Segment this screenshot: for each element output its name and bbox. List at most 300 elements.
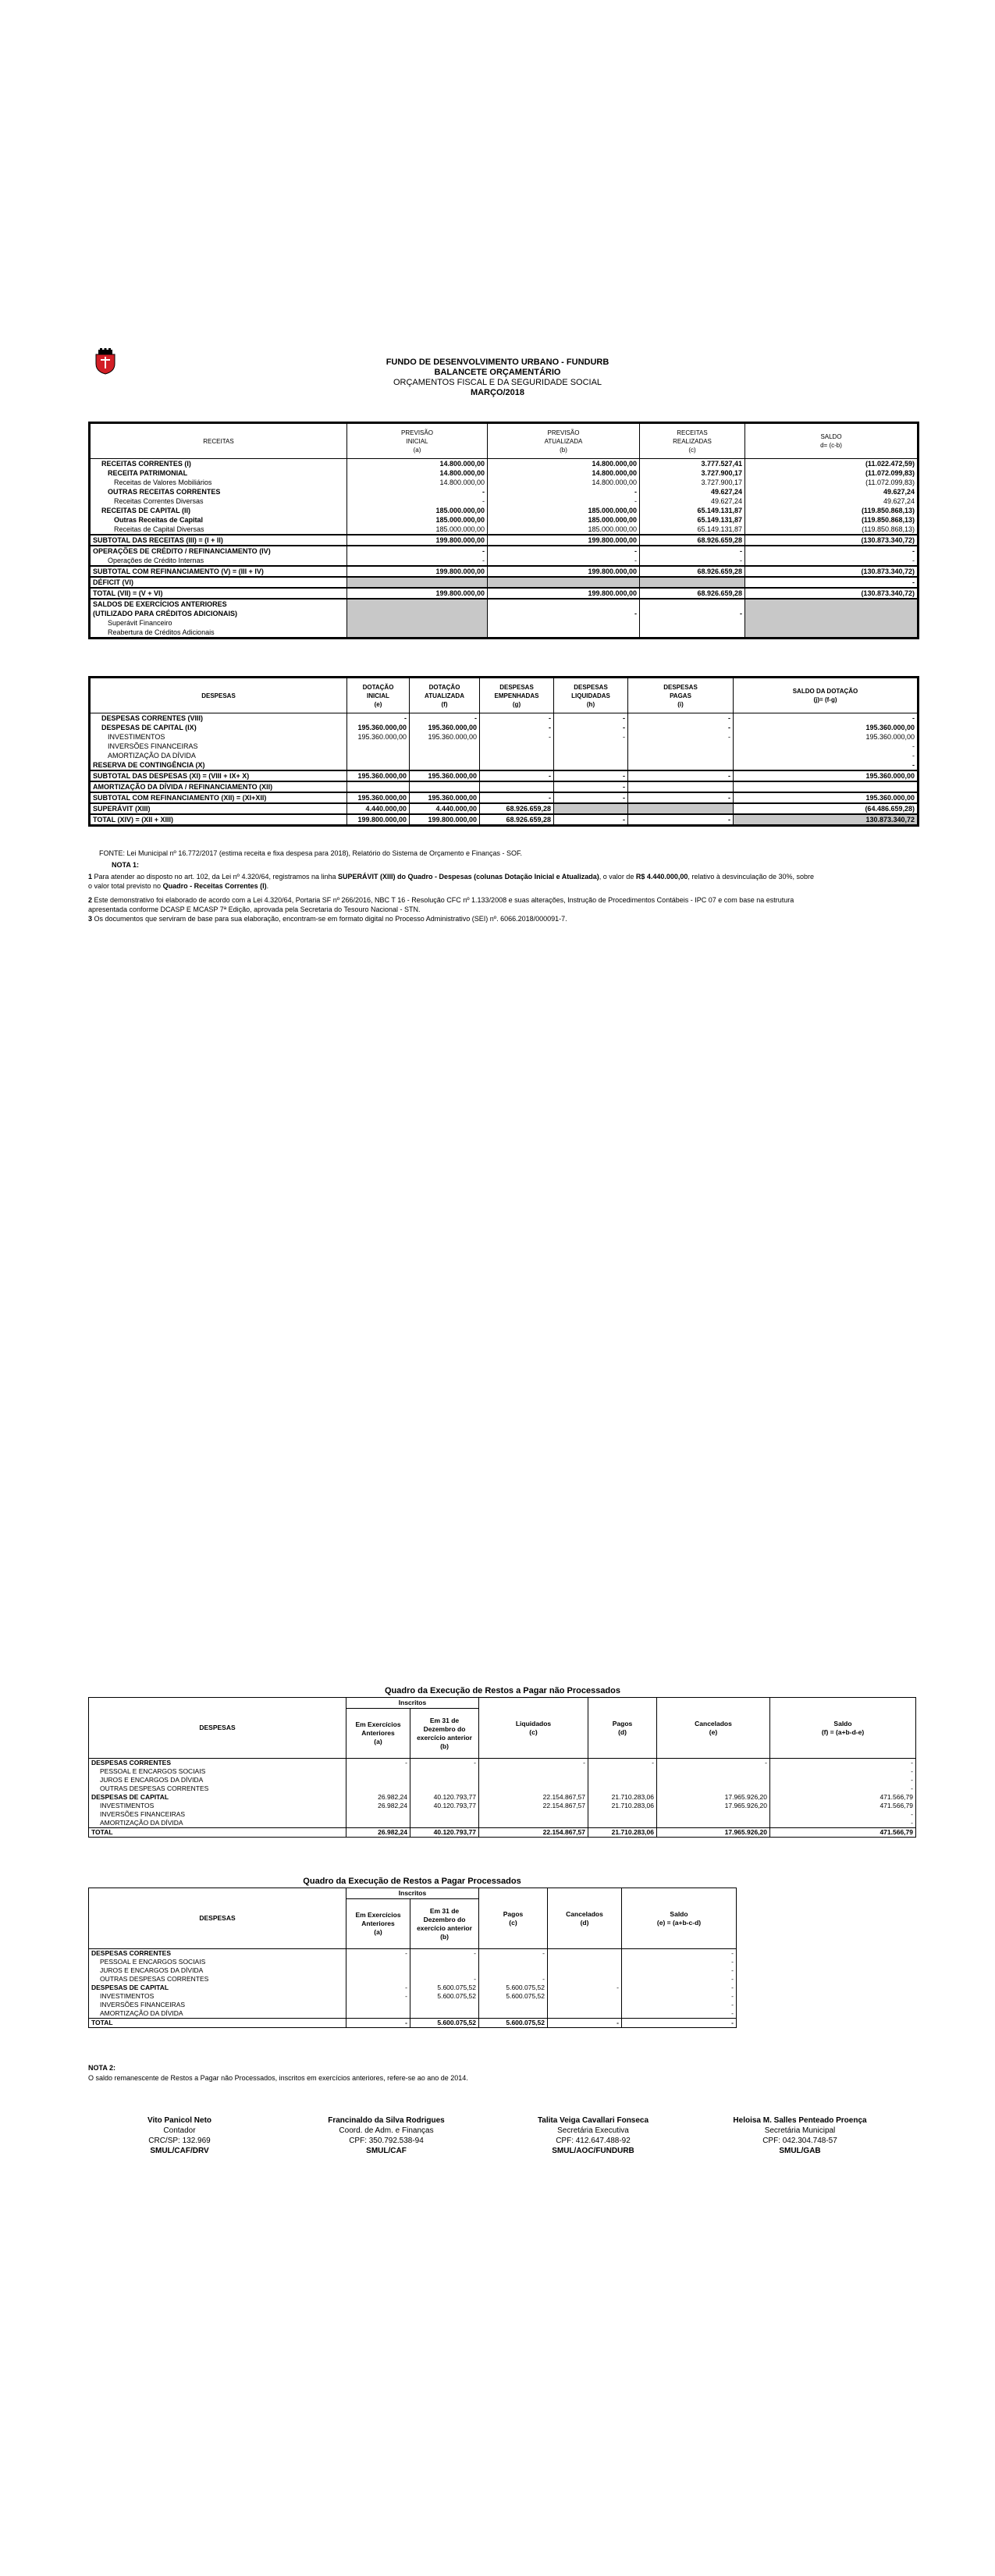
cell-f: 195.360.000,00 — [410, 723, 480, 732]
header-dotacao-inicial: DOTAÇÃO INICIAL (e) — [347, 678, 410, 713]
cell-i: - — [628, 792, 734, 803]
receitas-row — [90, 525, 919, 535]
row-label: RECEITA PATRIMONIAL — [108, 469, 188, 477]
cell-a: 14.800.000,00 — [347, 478, 488, 487]
rpp-row — [89, 1984, 737, 1992]
cell-d: (11.072.099,83) — [745, 468, 919, 478]
cell-c — [479, 2001, 548, 2009]
cell-c: 22.154.867,57 — [479, 1793, 588, 1802]
cell-d — [548, 1966, 622, 1975]
cell-d: 21.710.283,06 — [588, 1802, 657, 1810]
cell-b — [410, 1810, 479, 1819]
total-label: TOTAL — [89, 1828, 346, 1838]
row-label: DÉFICIT (VI) — [90, 577, 347, 588]
cell-e: - — [622, 1949, 737, 1959]
row-label: SUBTOTAL COM REFINANCIAMENTO (XII) = (XI+XII) — [90, 792, 347, 803]
rpp-header-despesas: DESPESAS — [89, 1888, 346, 1949]
cell-b — [410, 1966, 479, 1975]
cell-a: - — [346, 1992, 410, 2001]
cell-b: 5.600.075,52 — [410, 1992, 479, 2001]
cell-d: (11.072.099,83) — [745, 478, 919, 487]
row-label: DESPESAS DE CAPITAL (IX) — [101, 724, 197, 731]
cell-h: - — [554, 792, 628, 803]
cell-i: - — [628, 814, 734, 826]
cell-j: 195.360.000,00 — [734, 723, 919, 732]
rpnp-table — [88, 1697, 916, 1838]
cell-e — [657, 1776, 770, 1784]
cell-e: 17.965.926,20 — [657, 1802, 770, 1810]
cell-a: 185.000.000,00 — [347, 525, 488, 535]
cell-f: 195.360.000,00 — [410, 770, 480, 781]
despesas-row — [90, 814, 919, 826]
despesas-row — [90, 792, 919, 803]
notes-section — [88, 849, 917, 923]
receitas-row — [90, 478, 919, 487]
total-label: TOTAL — [89, 2019, 346, 2028]
total-b: 40.120.793,77 — [410, 1828, 479, 1838]
cell-g — [480, 742, 554, 751]
cell-b — [410, 1776, 479, 1784]
cell-d: 21.710.283,06 — [588, 1793, 657, 1802]
cell-c: - — [479, 1975, 548, 1984]
cell-e: 195.360.000,00 — [347, 723, 410, 732]
cell-j: 195.360.000,00 — [734, 770, 919, 781]
cell-b — [410, 1784, 479, 1793]
total-e: 17.965.926,20 — [657, 1828, 770, 1838]
cell-d — [588, 1776, 657, 1784]
row-label: PESSOAL E ENCARGOS SOCIAIS — [100, 1958, 206, 1966]
cell-a: - — [347, 487, 488, 496]
rpnp-header-31-dezembro: Em 31 de Dezembro do exercício anterior (b) — [410, 1709, 479, 1759]
receitas-row — [90, 566, 919, 577]
header-despesas-empenhadas: DESPESAS EMPENHADAS (g) — [480, 678, 554, 713]
cell-j — [734, 781, 919, 792]
rpp-header-exercicios-anteriores: Em Exercícios Anteriores (a) — [346, 1899, 410, 1949]
cell-b — [410, 2009, 479, 2019]
row-label: TOTAL (XIV) = (XII + XIII) — [90, 814, 347, 826]
cell-c: 65.149.131,87 — [640, 515, 745, 525]
rpp-total-row — [89, 2019, 737, 2028]
cell-d — [745, 628, 919, 639]
cell-e: - — [622, 1958, 737, 1966]
cell-b: 185.000.000,00 — [488, 525, 640, 535]
row-label: AMORTIZAÇÃO DA DÍVIDA — [108, 752, 196, 760]
cell-b: - — [488, 546, 640, 556]
cell-e — [657, 1767, 770, 1776]
cell-a — [346, 1767, 410, 1776]
cell-i: - — [628, 713, 734, 724]
cell-c: - — [640, 546, 745, 556]
cell-d: (130.873.340,72) — [745, 566, 919, 577]
header-despesas-liquidadas: DESPESAS LIQUIDADAS (h) — [554, 678, 628, 713]
cell-c: 68.926.659,28 — [640, 566, 745, 577]
cell-e: 4.440.000,00 — [347, 803, 410, 814]
cell-a: 26.982,24 — [346, 1802, 410, 1810]
cell-a — [346, 2009, 410, 2019]
cell-c: - — [479, 1949, 548, 1959]
cell-e: - — [347, 713, 410, 724]
cell-a: - — [346, 1949, 410, 1959]
receitas-row — [90, 556, 919, 566]
receitas-row — [90, 535, 919, 546]
row-label: JUROS E ENCARGOS DA DÍVIDA — [100, 1776, 204, 1784]
header-previsao-atualizada: PREVISÃO ATUALIZADA (b) — [488, 423, 640, 459]
cell-h — [554, 742, 628, 751]
cell-b: 185.000.000,00 — [488, 515, 640, 525]
cell-c — [479, 1767, 588, 1776]
despesas-row — [90, 781, 919, 792]
cell-a: 14.800.000,00 — [347, 459, 488, 469]
cell-e: 17.965.926,20 — [657, 1793, 770, 1802]
nota2-text: O saldo remanescente de Restos a Pagar não Processados, inscritos em exercícios anteriores, refere-se ao ano de 2014. — [88, 2074, 468, 2082]
cell-b — [410, 1958, 479, 1966]
cell-e: - — [622, 1975, 737, 1984]
cell-e — [347, 751, 410, 760]
receitas-row — [90, 618, 919, 628]
receitas-row — [90, 459, 919, 469]
cell-b: - — [488, 496, 640, 506]
cell-c: 49.627,24 — [640, 496, 745, 506]
rpnp-row — [89, 1776, 916, 1784]
total-a: - — [346, 2019, 410, 2028]
cell-c — [640, 628, 745, 639]
row-label: DESPESAS CORRENTES (VIII) — [101, 714, 204, 722]
row-label: SUBTOTAL DAS RECEITAS (III) = (I + II) — [90, 535, 347, 546]
cell-i: - — [628, 732, 734, 742]
cell-f: 195.360.000,00 — [410, 792, 480, 803]
cell-b: - — [410, 1759, 479, 1768]
rpnp-header-inscritos: Inscritos — [346, 1698, 479, 1709]
despesas-row — [90, 723, 919, 732]
cell-c: 22.154.867,57 — [479, 1802, 588, 1810]
receitas-row — [90, 546, 919, 556]
cell-c: 5.600.075,52 — [479, 1984, 548, 1992]
cell-a: 14.800.000,00 — [347, 468, 488, 478]
cell-f: - — [770, 1776, 916, 1784]
cell-d — [548, 1958, 622, 1966]
cell-c: 3.777.527,41 — [640, 459, 745, 469]
despesas-row — [90, 770, 919, 781]
cell-a: 185.000.000,00 — [347, 515, 488, 525]
cell-b — [410, 1767, 479, 1776]
header-despesas: DESPESAS — [90, 678, 347, 713]
report-title: FUNDO DE DESENVOLVIMENTO URBANO - FUNDURB — [386, 358, 609, 367]
cell-d — [745, 599, 919, 609]
row-label: INVESTIMENTOS — [100, 1992, 155, 2000]
cell-d — [745, 618, 919, 628]
cell-g: 68.926.659,28 — [480, 814, 554, 826]
cell-j: 195.360.000,00 — [734, 792, 919, 803]
cell-b — [488, 628, 640, 639]
row-label: Operações de Crédito Internas — [108, 557, 204, 564]
cell-d: (119.850.868,13) — [745, 525, 919, 535]
cell-c: 3.727.900,17 — [640, 478, 745, 487]
header-previsao-inicial: PREVISÃO INICIAL (a) — [347, 423, 488, 459]
cell-c: - — [640, 609, 745, 618]
signature-block: Francinaldo da Silva Rodrigues Coord. de Adm. e Finanças CPF: 350.792.538-94 SMUL/CAF — [328, 2116, 445, 2155]
cell-a — [347, 609, 488, 618]
rpp-row — [89, 2001, 737, 2009]
row-label: OPERAÇÕES DE CRÉDITO / REFINANCIAMENTO (IV) — [90, 546, 347, 556]
cell-i — [628, 803, 734, 814]
cell-a: 199.800.000,00 — [347, 566, 488, 577]
cell-d: - — [745, 556, 919, 566]
row-label: Outras Receitas de Capital — [114, 516, 204, 524]
receitas-row — [90, 628, 919, 639]
row-label: SUBTOTAL DAS DESPESAS (XI) = (VIII + IX+ X) — [90, 770, 347, 781]
rpnp-total-row — [89, 1828, 916, 1838]
rpp-header-saldo: Saldo (e) = (a+b-c-d) — [622, 1888, 737, 1949]
row-label: (UTILIZADO PARA CRÉDITOS ADICIONAIS) — [93, 610, 237, 617]
report-header — [0, 358, 995, 398]
receitas-row — [90, 468, 919, 478]
rpp-row — [89, 1949, 737, 1959]
cell-c: 49.627,24 — [640, 487, 745, 496]
rpnp-header-cancelados: Cancelados (e) — [657, 1698, 770, 1759]
cell-b: 199.800.000,00 — [488, 588, 640, 599]
cell-a — [347, 628, 488, 639]
cell-d — [588, 1810, 657, 1819]
cell-b: 14.800.000,00 — [488, 478, 640, 487]
cell-a: - — [347, 556, 488, 566]
rpp-title: Quadro da Execução de Restos a Pagar Processados — [303, 1877, 521, 1886]
cell-d: (119.850.868,13) — [745, 515, 919, 525]
despesas-row — [90, 713, 919, 724]
cell-j: - — [734, 760, 919, 770]
row-label: DESPESAS CORRENTES — [91, 1949, 172, 1957]
cell-f — [410, 781, 480, 792]
cell-g: - — [480, 792, 554, 803]
despesas-table — [88, 676, 919, 827]
row-label: OUTRAS DESPESAS CORRENTES — [100, 1784, 209, 1792]
cell-i: - — [628, 723, 734, 732]
receitas-table — [88, 422, 919, 639]
row-label: TOTAL (VII) = (V + VI) — [90, 588, 347, 599]
row-label: SUBTOTAL COM REFINANCIAMENTO (V) = (III + IV) — [90, 566, 347, 577]
total-b: 5.600.075,52 — [410, 2019, 479, 2028]
cell-b: - — [410, 1975, 479, 1984]
cell-j: 195.360.000,00 — [734, 732, 919, 742]
cell-c — [479, 1958, 548, 1966]
rpp-header-cancelados: Cancelados (d) — [548, 1888, 622, 1949]
cell-a — [346, 1784, 410, 1793]
rpnp-row — [89, 1793, 916, 1802]
cell-d — [588, 1767, 657, 1776]
report-scope: ORÇAMENTOS FISCAL E DA SEGURIDADE SOCIAL — [393, 378, 602, 387]
despesas-row — [90, 732, 919, 742]
cell-a — [346, 1810, 410, 1819]
cell-g: - — [480, 732, 554, 742]
despesas-row — [90, 742, 919, 751]
cell-a: 185.000.000,00 — [347, 506, 488, 515]
nota2-text: 2 Este demonstrativo foi elaborado de acordo com a Lei 4.320/64, Portaria SF nº 266/2016, NBC T 16 - Resolução CFC nº 1.133/2008 e suas alterações, Instrução de Procedimentos Contábeis - IPC 07 e com base na estrutura apresentada conforme DCASP E MCASP 7ª Edição, aprovada pela Secretaria do Tesouro Nacional - STN. — [88, 896, 794, 913]
cell-j: - — [734, 742, 919, 751]
cell-d: - — [745, 546, 919, 556]
cell-a — [346, 1819, 410, 1828]
cell-d: (11.022.472,59) — [745, 459, 919, 469]
cell-f — [410, 751, 480, 760]
rpp-row — [89, 1992, 737, 2001]
total-c: 22.154.867,57 — [479, 1828, 588, 1838]
row-label: AMORTIZAÇÃO DA DÍVIDA — [100, 1819, 183, 1827]
despesas-row — [90, 751, 919, 760]
receitas-row — [90, 588, 919, 599]
cell-b: - — [410, 1949, 479, 1959]
row-label: INVERSÕES FINANCEIRAS — [100, 2001, 186, 2008]
cell-i — [628, 760, 734, 770]
header-receitas-realizadas: RECEITAS REALIZADAS (c) — [640, 423, 745, 459]
rpnp-row — [89, 1784, 916, 1793]
cell-c — [640, 577, 745, 588]
cell-i — [628, 781, 734, 792]
cell-j: - — [734, 751, 919, 760]
rpnp-row — [89, 1767, 916, 1776]
cell-a — [346, 1958, 410, 1966]
receitas-row — [90, 515, 919, 525]
cell-c: 68.926.659,28 — [640, 535, 745, 546]
cell-c — [640, 618, 745, 628]
cell-f: 4.440.000,00 — [410, 803, 480, 814]
cell-e — [347, 742, 410, 751]
rpp-row — [89, 1958, 737, 1966]
cell-e — [657, 1819, 770, 1828]
cell-f: - — [770, 1819, 916, 1828]
row-label: OUTRAS DESPESAS CORRENTES — [100, 1975, 209, 1983]
cell-i — [628, 751, 734, 760]
cell-b: 199.800.000,00 — [488, 535, 640, 546]
rpnp-row — [89, 1759, 916, 1768]
row-label: RESERVA DE CONTINGÊNCIA (X) — [93, 761, 205, 769]
nota1-text: 1 Para atender ao disposto no art. 102, da Lei nº 4.320/64, registramos na linha SUPERÁVIT (XIII) do Quadro - Despesas (colunas Dotação Inicial e Atualizada), o valor de R$ 4.440.000,00, relativo à desvinculação de 30%, sobre o valor total previsto no Quadro - Receitas Correntes (I). — [88, 873, 815, 890]
cell-a: 26.982,24 — [346, 1793, 410, 1802]
cell-g: - — [480, 723, 554, 732]
header-despesas-pagas: DESPESAS PAGAS (i) — [628, 678, 734, 713]
cell-b — [488, 577, 640, 588]
cell-a: - — [346, 1759, 410, 1768]
cell-c — [479, 1810, 588, 1819]
cell-d — [548, 1975, 622, 1984]
cell-h: - — [554, 723, 628, 732]
receitas-row — [90, 577, 919, 588]
row-label: AMORTIZAÇÃO DA DÍVIDA / REFINANCIAMENTO (XII) — [90, 781, 347, 792]
row-label: Receitas de Valores Mobiliários — [114, 479, 212, 486]
cell-i — [628, 742, 734, 751]
receitas-row — [90, 506, 919, 515]
cell-b: - — [488, 487, 640, 496]
cell-f — [410, 760, 480, 770]
header-receitas: RECEITAS — [90, 423, 347, 459]
rpp-header-inscritos: Inscritos — [346, 1888, 479, 1899]
cell-f: 195.360.000,00 — [410, 732, 480, 742]
report-subtitle: BALANCETE ORÇAMENTÁRIO — [434, 368, 561, 377]
cell-d — [548, 2001, 622, 2009]
cell-a — [347, 577, 488, 588]
row-label: INVERSÕES FINANCEIRAS — [108, 742, 198, 750]
total-e: - — [622, 2019, 737, 2028]
cell-b — [410, 1819, 479, 1828]
cell-c — [479, 1819, 588, 1828]
receitas-row — [90, 599, 919, 609]
signature-block: Vito Panicol Neto Contador CRC/SP: 132.969 SMUL/CAF/DRV — [147, 2116, 212, 2155]
rpp-row — [89, 1975, 737, 1984]
cell-d: - — [548, 1984, 622, 1992]
cell-e — [347, 781, 410, 792]
cell-g: - — [480, 713, 554, 724]
cell-j: 130.873.340,72 — [734, 814, 919, 826]
cell-d — [548, 1992, 622, 2001]
header-dotacao-atualizada: DOTAÇÃO ATUALIZADA (f) — [410, 678, 480, 713]
row-label: DESPESAS DE CAPITAL — [91, 1984, 169, 1991]
cell-j: (64.486.659,28) — [734, 803, 919, 814]
cell-h — [554, 803, 628, 814]
cell-h: - — [554, 732, 628, 742]
cell-e: - — [622, 1966, 737, 1975]
rpp-row — [89, 2009, 737, 2019]
cell-c — [479, 1776, 588, 1784]
cell-e: - — [622, 1992, 737, 2001]
cell-f — [410, 742, 480, 751]
cell-e — [657, 1810, 770, 1819]
cell-b: 40.120.793,77 — [410, 1793, 479, 1802]
cell-b: - — [488, 609, 640, 618]
cell-e: 195.360.000,00 — [347, 770, 410, 781]
cell-h: - — [554, 814, 628, 826]
cell-e — [657, 1784, 770, 1793]
nota1-title: NOTA 1: — [112, 861, 139, 869]
row-label: RECEITAS DE CAPITAL (II) — [101, 507, 191, 514]
row-label: JUROS E ENCARGOS DA DÍVIDA — [100, 1966, 204, 1974]
row-label: Receitas de Capital Diversas — [114, 525, 204, 533]
total-f: 471.566,79 — [770, 1828, 916, 1838]
cell-c — [479, 1784, 588, 1793]
rpnp-header-despesas: DESPESAS — [89, 1698, 346, 1759]
row-label: SUPERÁVIT (XIII) — [90, 803, 347, 814]
cell-d — [588, 1819, 657, 1828]
cell-a: 199.800.000,00 — [347, 588, 488, 599]
row-label: DESPESAS DE CAPITAL — [91, 1793, 169, 1801]
row-label: AMORTIZAÇÃO DA DÍVIDA — [100, 2009, 183, 2017]
cell-b: 199.800.000,00 — [488, 566, 640, 577]
cell-a: - — [346, 1984, 410, 1992]
rpnp-header-liquidados: Liquidados (c) — [479, 1698, 588, 1759]
cell-a — [346, 1966, 410, 1975]
cell-c: 3.727.900,17 — [640, 468, 745, 478]
fonte-text: FONTE: Lei Municipal nº 16.772/2017 (estima receita e fixa despesa para 2018), Relatório do Sistema de Orçamento e Finanças - SOF. — [99, 849, 523, 857]
despesas-row — [90, 803, 919, 814]
rpp-header-31-dezembro: Em 31 de Dezembro do exercício anterior (b) — [410, 1899, 479, 1949]
cell-h — [554, 760, 628, 770]
cell-f: - — [770, 1767, 916, 1776]
row-label: Reabertura de Créditos Adicionais — [108, 628, 215, 636]
cell-c: - — [479, 1759, 588, 1768]
nota2-section — [88, 2063, 917, 2083]
cell-e — [347, 760, 410, 770]
row-label: INVESTIMENTOS — [108, 733, 165, 741]
cell-f: 471.566,79 — [770, 1793, 916, 1802]
rpnp-row — [89, 1802, 916, 1810]
rpnp-header-pagos: Pagos (d) — [588, 1698, 657, 1759]
receitas-row — [90, 609, 919, 618]
cell-b: 14.800.000,00 — [488, 459, 640, 469]
rpp-header-pagos: Pagos (c) — [479, 1888, 548, 1949]
rpp-table — [88, 1888, 737, 2028]
cell-f: - — [770, 1784, 916, 1793]
cell-b: 5.600.075,52 — [410, 1984, 479, 1992]
cell-b: - — [488, 556, 640, 566]
cell-g — [480, 751, 554, 760]
rpnp-title: Quadro da Execução de Restos a Pagar não Processados — [384, 1686, 620, 1695]
cell-a: - — [347, 496, 488, 506]
